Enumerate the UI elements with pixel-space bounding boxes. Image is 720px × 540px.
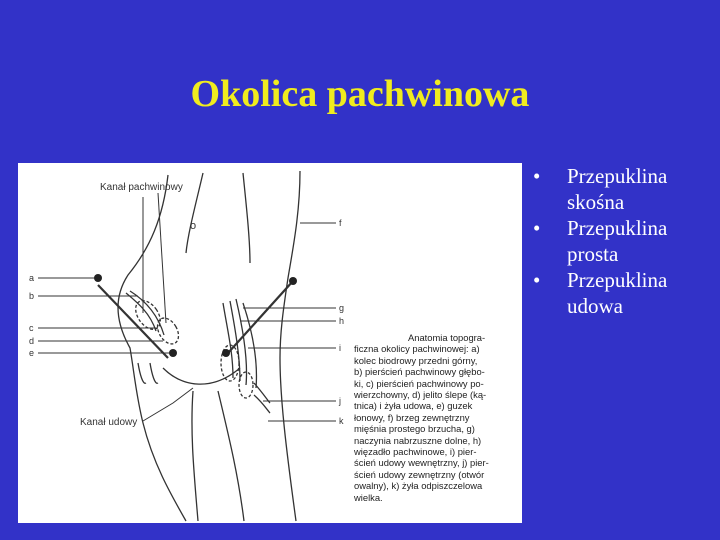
- letter-a: a: [29, 273, 35, 283]
- caption-line: ścień udowy wewnętrzny, j) pier-: [354, 457, 489, 469]
- caption-line: tnica) i żyła udowa, e) guzek: [354, 400, 473, 412]
- letter-c: c: [29, 323, 34, 333]
- pubic-arc: [163, 368, 240, 384]
- bullet-text: Przepuklina prosta: [567, 216, 668, 266]
- caption-line: mięśnia prostego brzucha, g): [354, 423, 475, 435]
- point-pubic-right: [222, 349, 230, 357]
- caption-line: b) pierścień pachwinowy głębo-: [354, 366, 485, 378]
- caption-line: naczynia nabrzuszne dolne, h): [354, 434, 482, 446]
- letter-b: b: [29, 291, 35, 301]
- letter-d: d: [29, 336, 35, 346]
- figure-caption: [354, 332, 520, 503]
- letter-j: j: [339, 396, 341, 406]
- caption-line: wierzchowny, d) jelito ślepe (ką-: [354, 389, 487, 401]
- caption-line: kolec biodrowy przedni górny,: [354, 354, 478, 366]
- bullet-item: [533, 163, 713, 215]
- caption-line: łonowy, f) brzeg zewnętrzny: [354, 411, 470, 423]
- caption-line: więzadło pachwinowe, i) pier-: [354, 446, 477, 458]
- label-femoral-canal: Kanał udowy: [80, 417, 138, 428]
- label-inguinal-canal: Kanał pachwinowy: [100, 182, 183, 193]
- letter-i: i: [339, 343, 341, 353]
- caption-line: wielka.: [354, 491, 383, 503]
- caption-line: ficzna okolicy pachwinowej: a): [354, 343, 480, 355]
- letter-k: k: [339, 416, 344, 426]
- bullet-marker: •: [533, 164, 541, 188]
- body-outline-left: [118, 175, 186, 521]
- letter-e: e: [29, 348, 35, 358]
- letter-f: f: [339, 218, 342, 228]
- point-anterior-spine-right: [289, 277, 297, 285]
- bullet-marker: •: [533, 216, 541, 240]
- caption-line: Anatomia topogra-: [408, 332, 486, 343]
- letter-h: h: [339, 316, 345, 326]
- label-letter-o: o: [190, 220, 197, 232]
- letter-g: g: [339, 303, 345, 313]
- point-e: [169, 349, 177, 357]
- caption-line: ścień udowy zewnętrzny (otwór: [354, 468, 485, 480]
- bullet-text: Przepuklina udowa: [567, 268, 668, 318]
- bullet-item: [533, 215, 713, 267]
- bullet-text: Przepuklina skośna: [567, 164, 668, 214]
- bullet-list: [533, 163, 713, 319]
- bullet-marker: •: [533, 268, 541, 292]
- caption-line: ki, c) pierścień pachwinowy po-: [354, 377, 484, 389]
- slide-title: Okolica pachwinowa: [190, 73, 530, 115]
- point-a: [94, 274, 102, 282]
- anatomy-figure: [18, 163, 522, 523]
- body-outline-right: [280, 171, 300, 521]
- bullet-item: [533, 267, 713, 319]
- caption-line: owalny), k) żyła odpiszczelowa: [354, 480, 483, 492]
